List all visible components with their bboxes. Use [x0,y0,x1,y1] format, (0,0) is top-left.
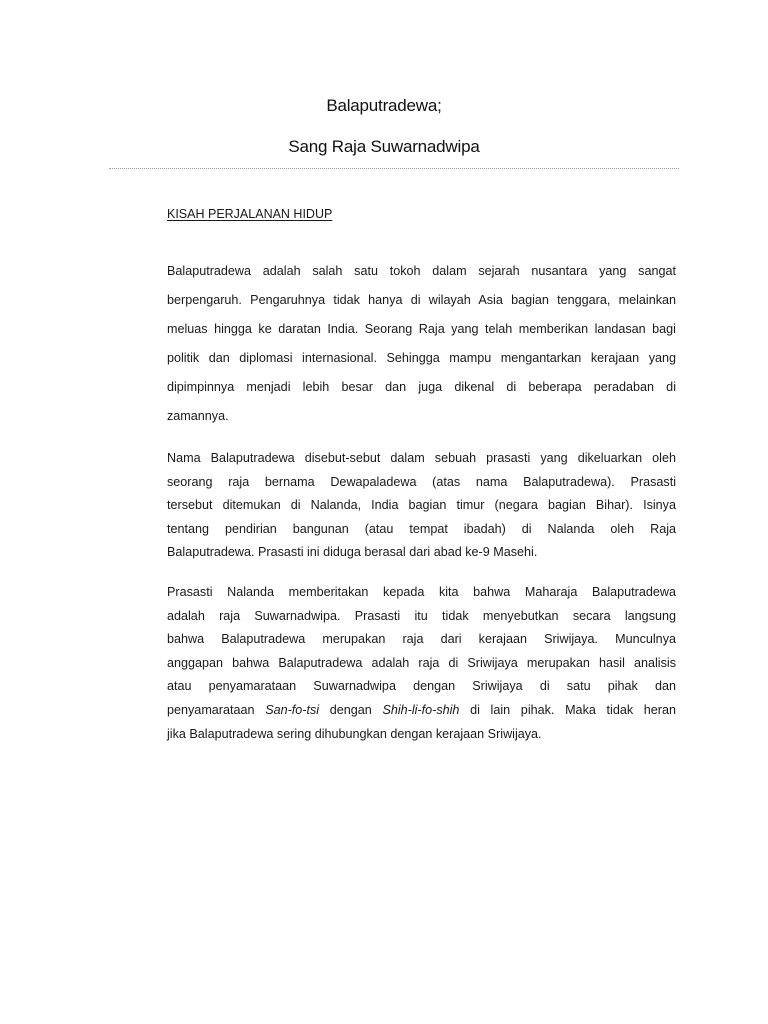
paragraph-line: Balaputradewa. Prasasti ini diduga berasal dari abad ke-9 Masehi. [167,545,538,560]
paragraph-line: atau penyamarataan Suwarnadwipa dengan Sriwijaya di satu pihak dan [167,679,676,694]
paragraph-line: Balaputradewa adalah salah satu tokoh dalam sejarah nusantara yang sangat [167,264,676,278]
paragraph-line: dipimpinnya menjadi lebih besar dan juga dikenal di beberapa peradaban di [167,380,676,394]
paragraph-line: berpengaruh. Pengaruhnya tidak hanya di wilayah Asia bagian tenggara, melainkan [167,293,676,307]
paragraph-line: Nama Balaputradewa disebut-sebut dalam sebuah prasasti yang dikeluarkan oleh [167,451,676,465]
italic-term-san-fo-tsi: San-fo-tsi [265,702,320,717]
title-divider [109,168,679,169]
text-segment: dengan [319,702,383,717]
paragraph-line-with-italics [167,699,676,723]
italic-term-shih-li-fo-shih: Shih-li-fo-shih [382,702,460,717]
paragraph-line: meluas hingga ke daratan India. Seorang Raja yang telah memberikan landasan bagi [167,322,676,336]
document-title: Balaputradewa; [326,96,442,115]
paragraph-line: Prasasti Nalanda memberitakan kepada kita bahwa Maharaja Balaputradewa [167,585,676,599]
paragraph-2 [167,447,676,565]
paragraph-3 [167,581,676,746]
text-segment: di lain pihak. Maka tidak heran [459,702,676,717]
paragraph-line: seorang raja bernama Dewapaladewa (atas nama Balaputradewa). Prasasti [167,474,676,489]
document-subtitle: Sang Raja Suwarnadwipa [288,137,480,156]
paragraph-1 [167,257,676,431]
paragraph-line: tentang pendirian bangunan (atau tempat ibadah) di Nalanda oleh Raja [167,521,676,536]
paragraph-line: bahwa Balaputradewa merupakan raja dari kerajaan Sriwijaya. Munculnya [167,632,676,647]
paragraph-line: zamannya. [167,409,229,423]
paragraph-line: tersebut ditemukan di Nalanda, India bagian timur (negara bagian Bihar). Isinya [167,498,676,513]
paragraph-line: anggapan bahwa Balaputradewa adalah raja di Sriwijaya merupakan hasil analisis [167,655,676,670]
paragraph-line: jika Balaputradewa sering dihubungkan dengan kerajaan Sriwijaya. [167,726,542,741]
paragraph-line: politik dan diplomasi internasional. Sehingga mampu mengantarkan kerajaan yang [167,351,676,365]
text-segment: penyamarataan [167,702,266,717]
paragraph-line: adalah raja Suwarnadwipa. Prasasti itu tidak menyebutkan secara langsung [167,608,676,623]
section-heading: KISAH PERJALANAN HIDUP [167,207,333,221]
